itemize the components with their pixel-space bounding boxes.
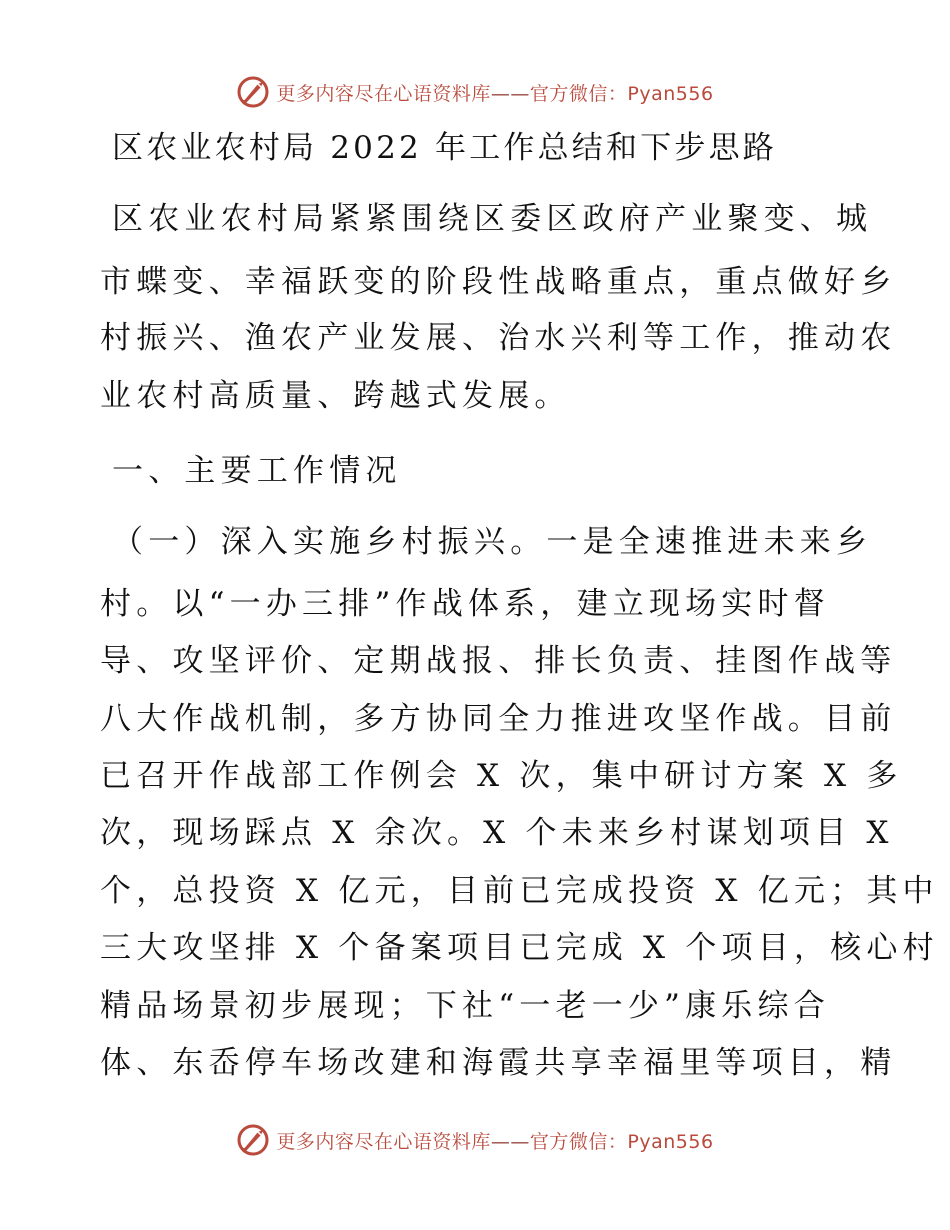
body-line: 个，总投资 X 亿元，目前已完成投资 X 亿元；其中 [100, 873, 939, 909]
body-line: 精品场景初步展现；下社“一老一少”康乐综合 [100, 988, 830, 1024]
intro-line: 市蝶变、幸福跃变的阶段性战略重点，重点做好乡 [100, 264, 897, 300]
intro-line: 业农村高质量、跨越式发展。 [100, 378, 571, 414]
watermark-text: 更多内容尽在心语资料库——官方微信：Pyan556 [276, 1130, 714, 1153]
body-line: 体、东岙停车场改建和海霞共享幸福里等项目，精 [100, 1045, 897, 1081]
body-line: 三大攻坚排 X 个备案项目已完成 X 个项目，核心村 [100, 930, 939, 966]
intro-line: 村振兴、渔农产业发展、治水兴利等工作，推动农 [100, 320, 897, 356]
body-line: 已召开作战部工作例会 X 次，集中研讨方案 X 多 [100, 758, 903, 794]
body-line: （一）深入实施乡村振兴。一是全速推进未来乡 [112, 524, 873, 560]
intro-line: 区农业农村局紧紧围绕区委区政府产业聚变、城 [112, 201, 873, 237]
watermark-banner-top [0, 70, 950, 114]
body-line: 导、攻坚评价、定期战报、排长负责、挂图作战等 [100, 643, 897, 679]
watermark-text: 更多内容尽在心语资料库——官方微信：Pyan556 [276, 82, 714, 105]
section-heading: 一、主要工作情况 [112, 453, 402, 489]
body-line: 八大作战机制，多方协同全力推进攻坚作战。目前 [100, 701, 897, 737]
body-line: 村。以“一办三排”作战体系，建立现场实时督 [100, 586, 830, 622]
quill-pen-logo-icon [236, 75, 270, 109]
quill-pen-logo-icon [236, 1123, 270, 1157]
document-title: 区农业农村局 2022 年工作总结和下步思路 [112, 130, 777, 166]
body-line: 次，现场踩点 X 余次。X 个未来乡村谋划项目 X [100, 815, 894, 851]
watermark-banner-bottom [0, 1118, 950, 1162]
